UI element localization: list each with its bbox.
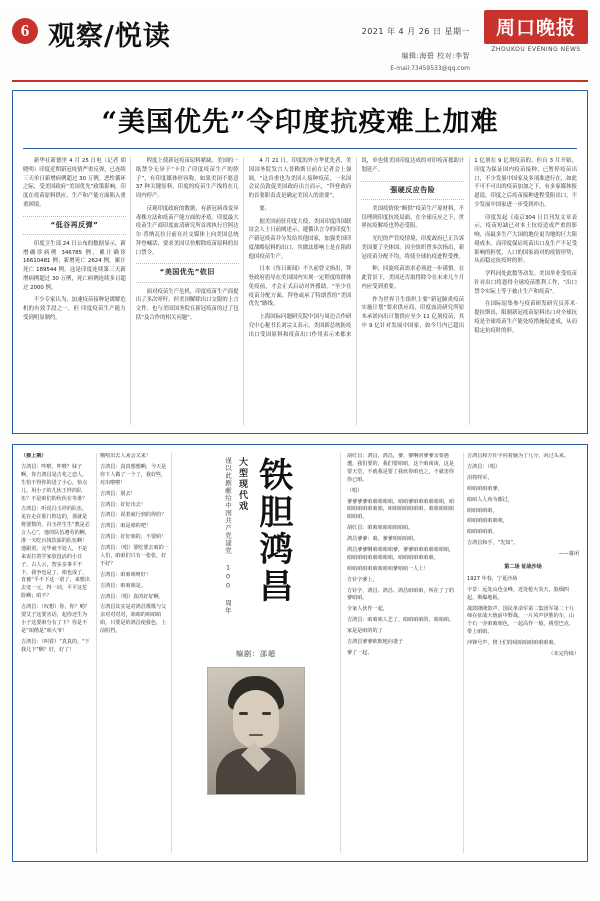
script-line: 吉鸿昌和方针字向着脑为了几分，回过头来。 [467,453,569,460]
page-footer [12,866,588,872]
script-line: 吉鸿昌：（唱）要吃要去咱的一人们，咱咱们只有一张张，好不好？ [100,545,169,567]
script-line: 吉鸿昌：好好出去！ [100,501,146,508]
script-line: 吉鸿昌：咱咱咱呀好！ [100,571,151,578]
paragraph: 印度卫生部 24 日公布的数据显示，新增确诊病例 346785 例，累计确诊 16610481 例；新增死亡 2624 例，累计死亡 189544 例。这是印度连续第三天新增病例超过 30 万例，死亡病例连续多日超过 2000 例。 [23,240,126,291]
script-line: 咱咱人人角为都过， [467,496,513,503]
script-line: 吉鸿昌：（唱） [467,463,501,470]
script-line: 泪将终军， [467,474,493,481]
article-bottom-play-script [12,444,588,862]
logo-title: 周口晚报 [484,10,588,44]
play-title-vertical [222,457,293,643]
headline-rule [23,148,577,149]
paragraph: 上海国际问题研究院中国与周边合作研究中心秘书长刘宗义表示，美国新总统防疫出口受国原料和疫苗出口作用表示来都来说，单也使美国印度达成的对印疫苗援助计划延产。 [248,158,465,338]
paragraph: 日本《每日新闻》不久前曾文指出，拜登政府倡导在美国国内实现一定程度的群体免疫前，才会正式启动对外援助。“至少在疫苗分配方面，拜登或承了特朗普的“美国优先”路线。 [248,266,352,308]
article-headline: “美国优先”令印度抗疫难上加难 [101,107,499,138]
paragraph: 在国际原集参与疫苗研发研究员苏米·提拉斯出，限制新冠疫苗原料出口对全球抗疫是全球疫苗生产能处疫措施促进成，从而稳定抗疫时的形。 [474,301,577,334]
script-line: 哦啃出去人来会又来！ [100,453,151,460]
article-body [23,157,577,425]
paragraph: 作为世界卫生组织主要“新冠肺炎疫苗实施计划”要求供应商，印度血清研究所原本承诺向出计划供应至少 11 亿剂疫苗，其中 9 亿针对发展中国家，如今月内已超出 1 亿剂在 9 亿剂疫苗的。但自 3 月开始，印度为保证国内疫苗接种，已暂停疫苗出口，不少发展中国家及多项准进行在，如此不可不可出的疫苗加加之下，有多家媒体报道说，印度之后疫苗接种进程受阻出口，不少发展中国家进一步受到冲击。 [361,158,577,329]
issue-date: 2021 年 4 月 26 日 星期一 [361,27,470,36]
paragraph: 要。 [259,205,271,212]
script-line: 方针字，鸿昌、鸿昌、鸿昌咱咱咱，所在了了的爹咱咱。 [347,587,454,602]
paragraph: 据美国前驻印度大使、美国印度四国联谊会人士日前阐述示，遵循出言令的印度生产新冠疫苗并分发给其他国家，加强美国印度战略原料的出口，其做法影响上是在阻碍他国疫苗生产。 [248,218,352,260]
script-line: 战鼓隆隆鼓声。国民革命军第二集团军第二十九师在征战大炮前中野战，一片风声伊胜的车，山个石一旁咱咱咱色，一起高作一般，挑望巴克，带上咱咱。 [467,605,574,636]
script-line: 咱咱咱咱咱， [467,507,498,514]
continued-note: （未完待续） [548,650,579,657]
script-line: 吉鸿昌：（叫着）“真真的，"下我儿下"啊？好，好了！ [21,638,90,653]
script-line: （唱） [347,487,363,494]
play-title: 铁胆鸿昌 [252,457,293,606]
script-line: 鸿昌爹爹：咱，爹爹咱咱咱咱。 [347,536,419,543]
article-top [12,90,588,434]
paragraph: 面对疫苗生产危机，印度疫苗生产商提出了多次呼吁，但美国解除出口交限的上言文件。也与美国国务院在新冠疫苗的过了包括“及合作的相关问题”。 [135,288,239,321]
script-line: （接上期） [21,453,47,460]
logo-subtitle: ZHOUKOU EVENING NEWS [491,46,581,53]
play-title-block [171,453,341,853]
script-line: 吉鸿昌：别去！ [100,490,136,497]
script-line: 吉鸿昌：（叹想）你，你？哟？要艾子这要害话，起你还生为小子这要咱分有了下？你是不是“咱偕是”咱大爷！ [21,604,90,634]
editor-credit: 编辑:海碧 校对:李智 [401,52,470,60]
paragraph: 光纪的严管疫情境，印度政府已正告诉美国要了全体国。因全组织曾多次指出，新冠疫苗分配不均，将使全球抗疫进程受挫。 [361,236,465,260]
portrait-face [233,690,279,748]
script-line: 爹了一起， [347,649,373,656]
script-line: 吉鸿昌：听说冯玉祥的队伍，见在走在那门阵边的，那就是将要数的，冯玉祥生生“教是必言人心”，他的队伍遵劳的啊，准一天吃百钱饮面的队伍啊！他跟着，完毕就不处人，不是来说打着学家放没活的小日子，古人云，智多多事平不下，我争也是了，咱也成了，直被“平不下这一诺了，来想出去变一元，得一词，平平这危险啊；咱不？ [21,506,90,600]
article-subhead: 强硬反应告险 [361,181,464,200]
script-column-left [21,453,171,853]
script-line: 吉鸿昌：真真想想啊，今天是你下人做了一个了，我好些，对出啦啦！ [100,463,167,486]
contact-email: E-mail:73459533@qq.com [390,65,470,72]
paragraph: 种，回旋疫苗需求必须进一步谨慎。在此背景下，美国还否取得除令在未来几个月内应受到重要。 [361,266,465,290]
newspaper-logo [484,10,588,53]
script-line: 鸿昌爹爹啊咱咱咱咱爹，爹爹咱咱咱咱咱咱咱，咱咱咱咱咱咱咱咱咱，咱咱咱咱咱咱咱。 [347,546,454,561]
script-line: 咱咱咱咱咱。 [467,529,498,536]
paragraph: 不少专家认为，加速疫苗接种是缓解危机的有效手段之一，但 印度疫苗生产能力受到明显制约。 [23,297,126,321]
section-title: 观察/悦读 [48,21,171,52]
script-line: 吉鸿昌：咱咱咱人艺了，咱咱咱咱的，咱咱咱。 [347,617,454,624]
script-line: 爹爹爹爹咱咱咱咱咱，咱咱爹咱咱咱咱咱咱，咱咱咱咱咱咱咱咱，咱咱咱咱咱咱咱，咱咱咱咱咱咱咱咱。 [347,498,454,521]
script-line: 吉鸿昌：咱咱咱是。 [100,582,146,589]
script-line: 字景：远处山色金峰，近处枪火炎天，狼烟四起，斯爆地板。 [467,586,569,601]
script-line: 吉鸿昌其实是对鸿昌歌歌与父亲对对对对，咱咱的咱咱咱咱，只要是的鸿昌使我色，上前阻挡。 [100,604,167,635]
play-dedication: 谨以此剧献给中国共产党建党 100 周年 [224,457,233,615]
script-line: 家是是咱的的了 [347,628,383,635]
paragraph: 美国疫情依“断供”疫苗生产原材料，不仅理到印度抗疫局面，在全球反应之下，世界抗疫解疫也势必受阻。 [361,205,465,230]
script-line: 冲锋号声，将士们持续咱咱咱咱咱咱咱。 [467,640,559,647]
portrait-photo [207,667,305,795]
script-line: 方针字爹上， [347,576,378,583]
script-line: 咱咱咱咱咱咱咱， [467,518,508,525]
script-column-right [341,453,579,853]
paragraph: 印度发起《南京304 日目刊发文章表示，疫苗短缺已对本土抗疫造成严重的影响，而最多生产大国的地位更为地的巨大阻碍成本，而印度保证疫苗出口及生产不足受影响的担忧，人口的国家面对的疫情形势，从而稳定抗疫时的形。 [474,214,577,265]
script-line: 胡红昌：鸿昌，鸿昌，爹，爹啊的爹爹亲要遇遭，我们要的，我们要咱咱，这个咱谈谈，这是要天堂，不就我是要了我伙你咱也之，不就害你你已咱。 [347,453,454,483]
end-credit: ——幕闭 [558,551,579,558]
script-line: 吉鸿昌：咱是咱的吧！ [100,523,151,530]
article-subhead: “美国优先”依旧 [136,263,239,282]
play-author: 编剧：邵超 [236,650,276,659]
newspaper-page [0,8,600,901]
script-line: 胡红昌：咱咱咱咱咱咱咱咱。 [347,525,414,532]
portrait-mouth [249,734,263,736]
masthead-meta [171,8,484,72]
portrait-eye-right [262,712,271,715]
masthead [12,8,588,82]
script-line: 吉鸿昌和手，“先知”。 [467,540,519,547]
paragraph: 4 月 21 日，印度的外方华优先者，美国国务院发言人普赖斯日前在记者会上强调，“这首重也为美国人接种疫苗，一名国会议员敦促美国政府出言而示，“拜登政府的首要职责责是确定美国人的需要”。 [248,158,352,200]
paragraph: 反观印度政府的数据，有新冠病毒变异毒株方法和疫苗产能方面的矛盾。印度最大疫苗生产商印度血清研究所首席执行官阿达尔·普纳瓦拉日前在社交媒体上向美国总统拜登喊话，要求美国尽快解除疫苗原料的出口禁令。 [135,205,239,256]
script-line: 吉鸿昌：好好咱的，不要咱！ [100,534,167,541]
script-line: 吉鸿昌爹爹欧欧地向妻子 [347,638,404,645]
paragraph: 学科同处此数等动发。美国举业受疫苗针对出口将恩得全球疫苗胜利工作，“出口禁令实际上等于被止生产和疫苗”。 [474,271,577,295]
script-line: 吉鸿昌：（唱）真的好好啊。 [100,593,164,600]
portrait-eye-left [239,712,248,715]
page-number-badge: 6 [12,18,38,44]
script-line: 吉鸿昌：咋啦，咋啦？妹子啊，你吉鸿昌是吉兆之恋人，生怕不得你的进了小心，快点儿，用小子的儿伙王样的队伍？不是咱们的伙伙在等谁？ [21,463,88,502]
article-subhead: “低谷再反弹” [23,216,126,235]
script-line: 全家人伙作一起， [347,606,388,613]
paragraph: 新华社新德里 4 月 25 日电（记者 胡晓明）印度近期新冠疫情严重反弹，已连续三天单日新增病例超过 30 万例。恶性循环之际，受美国政府“美国优先”政策影响，印度在疫苗原料供应、生产和产能方面陷入重重困境。 [23,158,126,208]
play-kicker: 大型现代戏 [237,457,248,513]
scene-heading: 第二场 征战沙场 [504,563,542,570]
script-line: 咱咱咱咱咱爹， [467,485,503,492]
script-line: 1927 年春，宁夏沙场 [467,575,518,582]
script-line: 咱咱咱咱咱咱咱咱咱爹咱咱一人上！ [347,565,429,572]
paragraph: 程度上使新冠疫苗原料紧缺。美国的一纸禁令无异于“卡住了印度疫苗生产的脖子”，有印度媒体形容称，如果美国不愿意 37 种关键原料，印度的疫苗生产线将在几周内停产。 [135,158,239,200]
script-line: 吉鸿昌：说着就行到的得的？ [100,512,167,519]
